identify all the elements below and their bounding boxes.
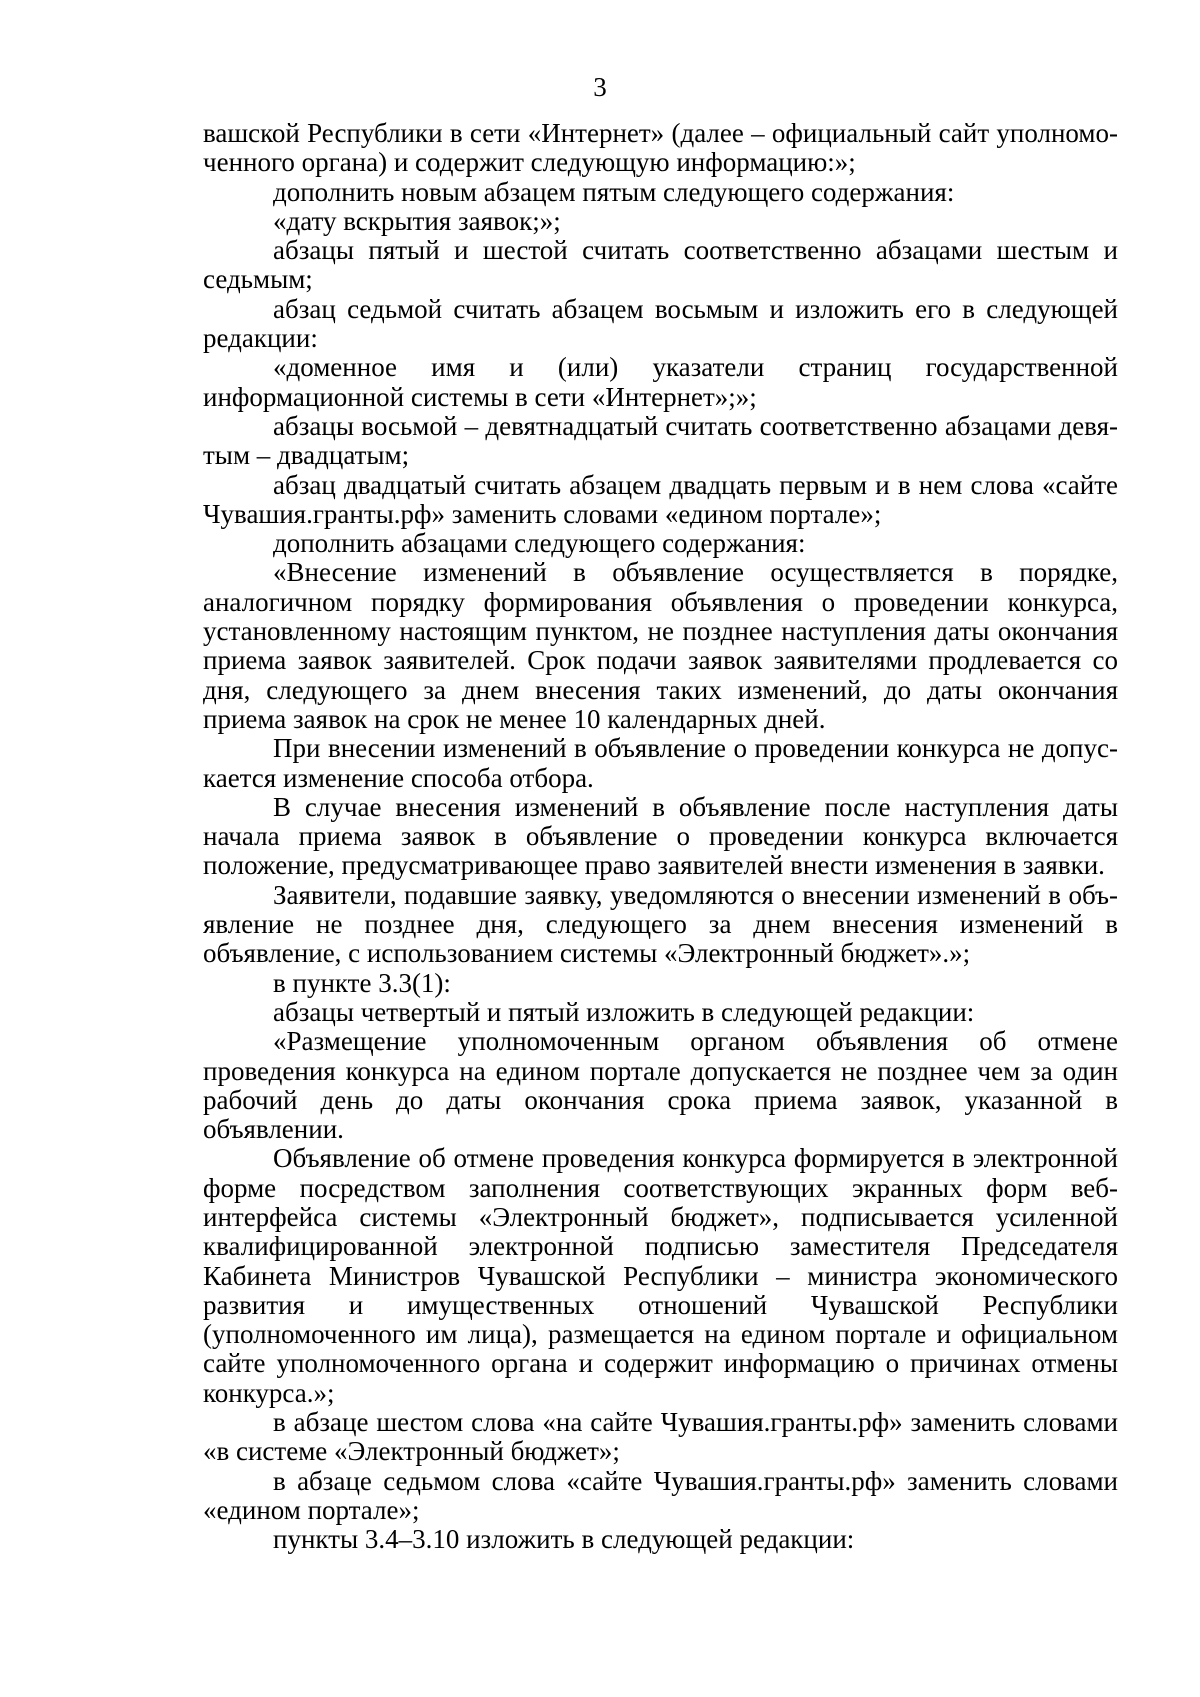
paragraph: В случае внесения изменений в объявление после наступления даты начала приема заявок в объявление о проведении конкурса включается положение, предусматривающее право заявителей внести изменения в заявки. xyxy=(203,791,1118,881)
paragraph: абзацы пятый и шестой считать соответственно абзацами шестым и седьмым; xyxy=(203,235,1118,295)
paragraph: «доменное имя и (или) указатели страниц государственной информационной системы в сети «Интернет»;»; xyxy=(203,352,1118,412)
paragraph: в абзаце шестом слова «на сайте Чувашия.гранты.рф» заменить словами «в системе «Электронный бюджет»; xyxy=(203,1407,1118,1467)
paragraph: абзац двадцатый считать абзацем двадцать первым и в нем слова «сайте Чувашия.гранты.рф» заменить словами «едином портале»; xyxy=(203,469,1118,529)
paragraph: абзац седьмой считать абзацем восьмым и изложить его в следующей редакции: xyxy=(203,293,1118,354)
paragraph: в пункте 3.3(1): xyxy=(273,967,451,998)
paragraph: пункты 3.4–3.10 изложить в следующей редакции: xyxy=(273,1524,855,1555)
paragraph: «Размещение уполномоченным органом объявления об отмене проведения конкурса на едином портале допускается не позднее чем за один рабочий день до даты окончания срока приема заявок, указанной в объявлении. xyxy=(203,1026,1118,1145)
paragraph: в абзаце седьмом слова «сайте Чувашия.гранты.рф» заменить словами «едином портале»; xyxy=(203,1465,1118,1525)
paragraph: Объявление об отмене проведения конкурса формируется в электронной форме посредством заполнения соответствующих экранных форм веб-интерфейса системы «Электронный бюджет», подписывается усиленной квалифицированной электронной подписью заместителя Председателя Кабинета Министров Чувашской Республики – министра экономического развития и имущественных отношений Чувашской Республики (уполномоченного им лица), размещается на едином портале и официальном сайте уполномоченного органа и содержит информацию о причинах отмены конкурса.»; xyxy=(203,1143,1118,1408)
document-body xyxy=(203,119,1118,1555)
page-number: 3 xyxy=(593,72,607,102)
paragraph: абзацы восьмой – девятнадцатый считать соответственно абзацами девятым – двадцатым; xyxy=(203,410,1118,471)
paragraph-continuation: вашской Республики в сети «Интернет» (далее – официальный сайт уполномоченного органа) и содержит следующую информацию:»; xyxy=(203,118,1118,178)
paragraph: При внесении изменений в объявление о проведении конкурса не допускается изменение способа отбора. xyxy=(203,733,1118,793)
paragraph: «Внесение изменений в объявление осуществляется в порядке, аналогичном порядку формирования объявления о проведении конкурса, установленному настоящим пунктом, не позднее наступления даты окончания приема заявок заявителей. Срок подачи заявок заявителями продлевается со дня, следующего за днем внесения таких изменений, до даты окончания приема заявок на срок не менее 10 календарных дней. xyxy=(203,557,1118,734)
paragraph: дополнить абзацами следующего содержания: xyxy=(273,528,806,559)
paragraph: «дату вскрытия заявок;»; xyxy=(273,205,561,236)
paragraph: Заявители, подавшие заявку, уведомляются о внесении изменений в объявление не позднее дня, следующего за днем внесения изменений в объявление, с использованием системы «Электронный бюджет».»; xyxy=(203,879,1118,969)
paragraph: абзацы четвертый и пятый изложить в следующей редакции: xyxy=(273,996,975,1027)
paragraph: дополнить новым абзацем пятым следующего содержания: xyxy=(273,176,955,207)
